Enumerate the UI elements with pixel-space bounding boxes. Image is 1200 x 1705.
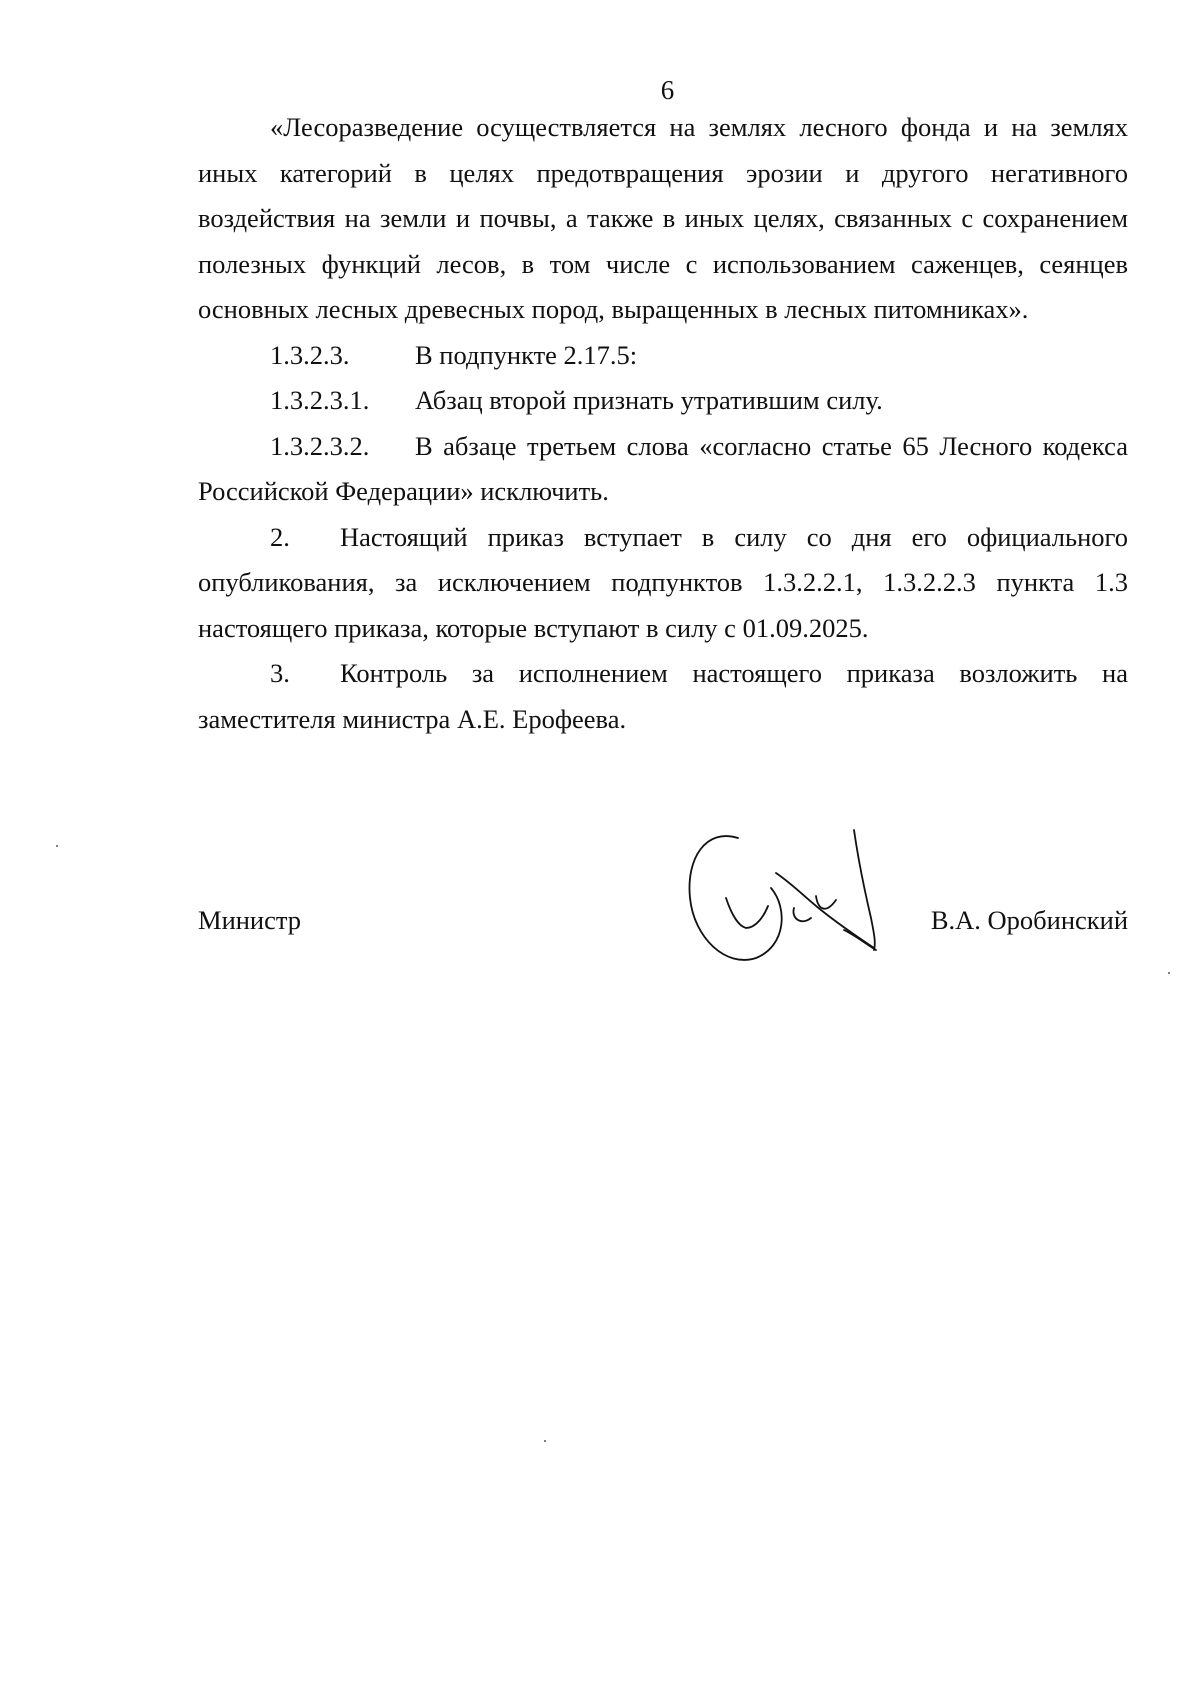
paragraph-number: 1.3.2.3.	[270, 339, 350, 370]
signatory-title: Министр	[198, 905, 302, 935]
paragraph-text: В абзаце третьем слова «согласно статье 65 Лесного кодекса Российской Федерации» исключить.	[198, 430, 1128, 506]
scan-speck	[1168, 972, 1170, 974]
paragraph-number: 1.3.2.3.1.	[270, 385, 370, 415]
paragraph-item	[198, 424, 1128, 515]
paragraph-text: Контроль за исполнением настоящего приказа возложить на заместителя министра А.Е. Ерофеева.	[198, 658, 1128, 734]
page-number: 6	[660, 75, 675, 105]
paragraph-text: В подпункте 2.17.5:	[415, 339, 638, 370]
document-body	[198, 105, 1128, 742]
paragraph-item	[198, 515, 1128, 652]
paragraph-text: «Лесоразведение осуществляется на землях лесного фонда и на землях иных категорий в целях предотвращения эрозии и другого негативного воздействия на земли и почвы, а также в иных целях, связанных с сохранением полезных функций лесов, в том числе с использованием саженцев, сеянцев основных лесных древесных пород, выращенных в лесных питомниках».	[198, 112, 1128, 324]
paragraph-text: Настоящий приказ вступает в силу со дня его официального опубликования, за исключением подпунктов 1.3.2.2.1, 1.3.2.2.3 пункта 1.3 настоящего приказа, которые вступают в силу с 01.09.2025.	[198, 521, 1128, 643]
paragraph-number: 2.	[270, 521, 290, 552]
paragraph-number: 3.	[270, 658, 290, 688]
paragraph-item	[198, 333, 1128, 379]
paragraph-quote	[198, 105, 1128, 333]
paragraph-item	[198, 378, 1128, 424]
signatory-name: В.А. Оробинский	[930, 905, 1128, 935]
paragraph-number: 1.3.2.3.2.	[270, 430, 370, 461]
scan-speck	[56, 845, 58, 847]
paragraph-text: Абзац второй признать утратившим силу.	[415, 385, 883, 415]
signature-block	[198, 898, 1128, 958]
scan-speck	[544, 1440, 546, 1442]
paragraph-item	[198, 651, 1128, 742]
